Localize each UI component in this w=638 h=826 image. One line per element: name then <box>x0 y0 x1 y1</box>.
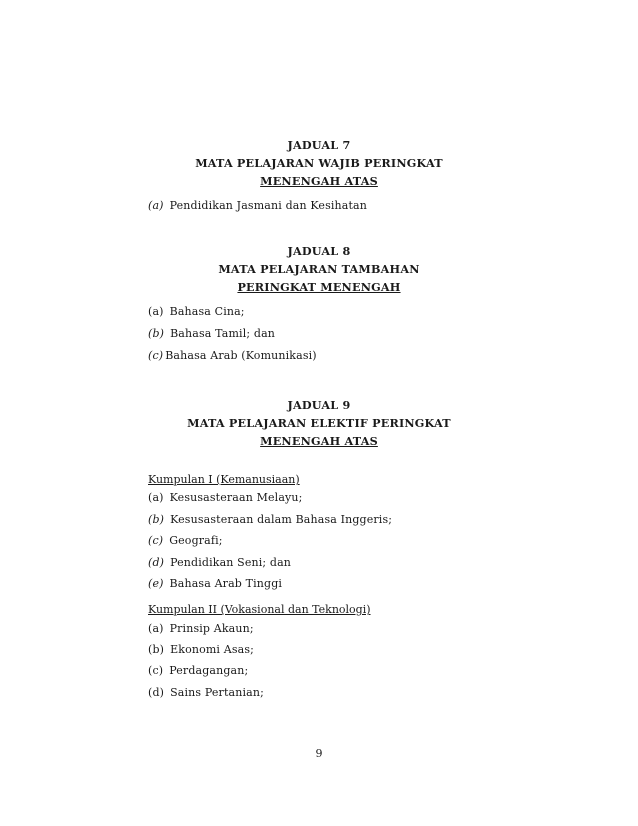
kumpulan-1-item-a <box>148 491 303 504</box>
item-marker: (c) <box>148 664 164 677</box>
kumpulan-1-item-c <box>148 534 223 547</box>
jadual-7-title-line1: MATA PELAJARAN WAJIB PERINGKAT <box>195 156 443 170</box>
jadual-7-number: JADUAL 7 <box>287 138 351 152</box>
item-text: Pendidikan Jasmani dan Kesihatan <box>169 199 368 212</box>
item-text: Bahasa Cina; <box>169 305 245 318</box>
item-text: Perdagangan; <box>169 664 249 677</box>
kumpulan-1-item-d <box>148 556 291 569</box>
jadual-9-number: JADUAL 9 <box>287 398 351 412</box>
kumpulan-2-item-b <box>148 643 254 656</box>
item-marker: (a) <box>148 491 164 504</box>
kumpulan-2-item-d <box>148 686 264 699</box>
kumpulan-1-item-b <box>148 513 392 526</box>
page-number: 9 <box>315 747 323 760</box>
item-text: Ekonomi Asas; <box>170 643 254 656</box>
jadual-7-item-a <box>148 199 367 212</box>
item-text: Kesusasteraan dalam Bahasa Inggeris; <box>170 513 393 526</box>
jadual-9-title-line2: MENENGAH ATAS <box>260 434 378 448</box>
kumpulan-2-item-a <box>148 622 254 635</box>
item-marker: (a) <box>148 199 164 212</box>
kumpulan-1-item-e <box>148 577 282 590</box>
item-marker: (a) <box>148 305 164 318</box>
jadual-8-item-c <box>148 349 317 362</box>
item-marker: (a) <box>148 622 164 635</box>
item-marker: (d) <box>148 686 165 699</box>
item-text: Kesusasteraan Melayu; <box>169 491 303 504</box>
jadual-8-item-b <box>148 327 275 340</box>
item-marker: (c) <box>148 349 164 362</box>
item-marker: (e) <box>148 577 164 590</box>
jadual-8-title-line2: PERINGKAT MENENGAH <box>237 280 401 294</box>
kumpulan-2-title: Kumpulan II (Vokasional dan Teknologi) <box>148 603 371 616</box>
jadual-8-number: JADUAL 8 <box>287 244 351 258</box>
item-marker: (b) <box>148 513 165 526</box>
item-marker: (c) <box>148 534 164 547</box>
item-text: Prinsip Akaun; <box>169 622 254 635</box>
jadual-8-title-line1: MATA PELAJARAN TAMBAHAN <box>218 262 420 276</box>
jadual-7-title-line2: MENENGAH ATAS <box>260 174 378 188</box>
item-text: Bahasa Tamil; dan <box>170 327 276 340</box>
jadual-9-heading <box>0 396 638 450</box>
item-marker: (d) <box>148 556 165 569</box>
kumpulan-1-title: Kumpulan I (Kemanusiaan) <box>148 473 300 486</box>
jadual-8-heading <box>0 242 638 296</box>
jadual-9-title-line1: MATA PELAJARAN ELEKTIF PERINGKAT <box>187 416 451 430</box>
item-marker: (b) <box>148 643 165 656</box>
kumpulan-2-item-c <box>148 664 248 677</box>
item-text: Pendidikan Seni; dan <box>170 556 292 569</box>
jadual-8-item-a <box>148 305 245 318</box>
item-text: Sains Pertanian; <box>170 686 264 699</box>
item-text: Bahasa Arab Tinggi <box>169 577 283 590</box>
jadual-7-heading <box>0 136 638 190</box>
item-text: Bahasa Arab (Komunikasi) <box>165 349 317 362</box>
item-text: Geografi; <box>169 534 223 547</box>
item-marker: (b) <box>148 327 165 340</box>
